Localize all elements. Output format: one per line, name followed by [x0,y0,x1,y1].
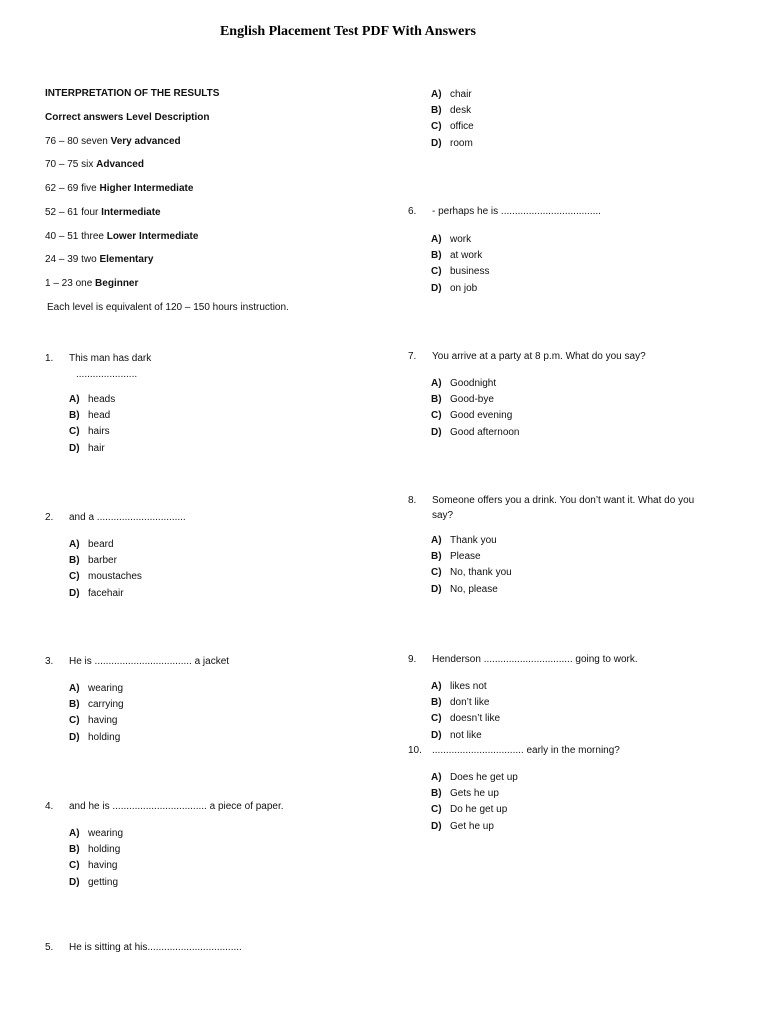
option-letter: D) [431,426,442,438]
option-letter: D) [69,587,80,599]
option-text: Does he get up [450,772,518,783]
option-text: doesn’t like [450,713,501,725]
option-text: carrying [88,699,124,711]
option-text: Thank you [450,535,497,546]
question-number: 4. [45,801,54,812]
option-letter: B) [69,555,80,567]
level-row [45,159,144,171]
option-letter: A) [431,681,442,692]
question-number: 10. [408,745,422,756]
level-name: Elementary [99,254,154,265]
question-text: You arrive at a party at 8 p.m. What do you say? [432,351,646,362]
option-letter: D) [431,583,442,595]
level-range: 40 – 51 three [45,231,107,242]
option-letter: D) [431,729,442,741]
question-number: 1. [45,353,54,364]
option-text: holding [88,844,121,856]
answer-blank: ...................... [76,369,138,380]
option-text: having [88,860,118,872]
option-letter: A) [431,378,442,389]
option-letter: A) [431,772,442,783]
option-text: work [450,234,472,245]
level-row [45,207,161,219]
option-letter: A) [431,234,442,245]
option-letter: D) [69,442,80,454]
interpretation-heading: INTERPRETATION OF THE RESULTS [45,88,220,99]
option-letter: D) [431,282,442,294]
option-text: chair [450,89,472,100]
option-letter: D) [431,137,442,149]
question-number: 9. [408,654,417,665]
option-text: hairs [88,426,110,438]
option-text: beard [88,539,114,550]
question-number: 8. [408,495,417,506]
option-letter: C) [431,804,442,816]
option-letter: B) [431,105,442,117]
option-letter: C) [431,266,442,278]
level-row [45,183,193,195]
option-letter: A) [431,535,442,546]
option-text: Gets he up [450,788,499,800]
level-name: Higher Intermediate [99,183,194,194]
option-letter: C) [431,713,442,725]
option-text: Goodnight [450,378,497,389]
option-letter: C) [69,860,80,872]
option-letter: A) [69,394,80,405]
document-title: English Placement Test PDF With Answers [219,24,477,39]
option-text: wearing [88,828,124,839]
question-text: He is ................................... a jacket [69,656,230,667]
question-number: 2. [45,512,54,523]
level-range: 62 – 69 five [45,183,100,194]
option-text: holding [88,731,121,743]
level-range: 24 – 39 two [45,254,100,265]
level-name: Intermediate [101,207,161,218]
option-text: No, thank you [450,567,512,579]
option-letter: D) [69,731,80,743]
level-range: 76 – 80 seven [45,136,111,147]
option-text: Good evening [450,410,513,422]
option-letter: B) [431,250,442,262]
option-text: likes not [450,681,487,692]
option-text: Please [450,551,481,563]
option-letter: B) [69,844,80,856]
option-text: office [450,121,474,133]
interpretation-subheading: Correct answers Level Description [45,112,210,123]
option-letter: D) [69,876,80,888]
question-text: He is sitting at his.................................. [69,942,242,953]
question-text: ................................. early in the morning? [432,745,620,756]
option-letter: B) [431,394,442,406]
option-text: Good afternoon [450,426,520,438]
option-text: not like [450,729,482,741]
level-name: Very advanced [110,136,181,147]
option-text: moustaches [88,571,142,583]
option-text: Good-bye [450,394,494,406]
option-letter: B) [431,788,442,800]
question-number: 7. [408,351,417,362]
option-text: barber [88,555,117,567]
option-letter: C) [431,567,442,579]
option-text: head [88,410,111,422]
question-text: and a ................................ [69,512,186,523]
option-text: don’t like [450,697,490,709]
level-row [45,231,198,243]
option-letter: A) [69,539,80,550]
option-text: on job [450,282,478,294]
option-text: Do he get up [450,804,508,816]
level-name: Advanced [96,159,144,170]
option-letter: A) [69,828,80,839]
option-letter: D) [431,820,442,832]
option-text: room [450,137,473,149]
option-text: wearing [88,683,124,694]
option-text: hair [88,442,105,454]
option-text: at work [450,250,483,262]
question-number: 3. [45,656,54,667]
option-letter: A) [69,683,80,694]
question-text: and he is .................................. a piece of paper. [69,801,284,812]
question-text-continued: say? [432,510,454,521]
option-letter: C) [69,426,80,438]
level-name: Beginner [95,278,139,289]
option-text: No, please [450,583,498,595]
option-text: facehair [88,587,124,599]
level-range: 1 – 23 one [45,278,96,289]
option-letter: A) [431,89,442,100]
question-text: Henderson ................................ going to work. [432,654,638,665]
option-letter: C) [69,715,80,727]
option-text: having [88,715,118,727]
question-text: Someone offers you a drink. You don’t want it. What do you [432,495,695,506]
option-text: desk [450,105,472,117]
question-text: This man has dark [69,353,152,364]
option-letter: B) [69,699,80,711]
option-letter: B) [431,697,442,709]
question-number: 6. [408,206,417,217]
option-text: getting [88,876,119,888]
question-number: 5. [45,942,54,953]
option-text: business [450,266,490,278]
level-note: Each level is equivalent of 120 – 150 hours instruction. [47,302,289,313]
option-text: Get he up [450,820,494,832]
option-letter: B) [69,410,80,422]
option-letter: C) [431,410,442,422]
option-letter: C) [431,121,442,133]
option-text: heads [88,394,116,405]
level-row [45,136,181,148]
question-text: - perhaps he is .................................... [432,206,601,217]
option-letter: C) [69,571,80,583]
level-range: 70 – 75 six [45,159,97,170]
level-range: 52 – 61 four [45,207,102,218]
level-row [45,278,138,290]
level-name: Lower Intermediate [106,231,199,242]
level-row [45,254,153,266]
option-letter: B) [431,551,442,563]
